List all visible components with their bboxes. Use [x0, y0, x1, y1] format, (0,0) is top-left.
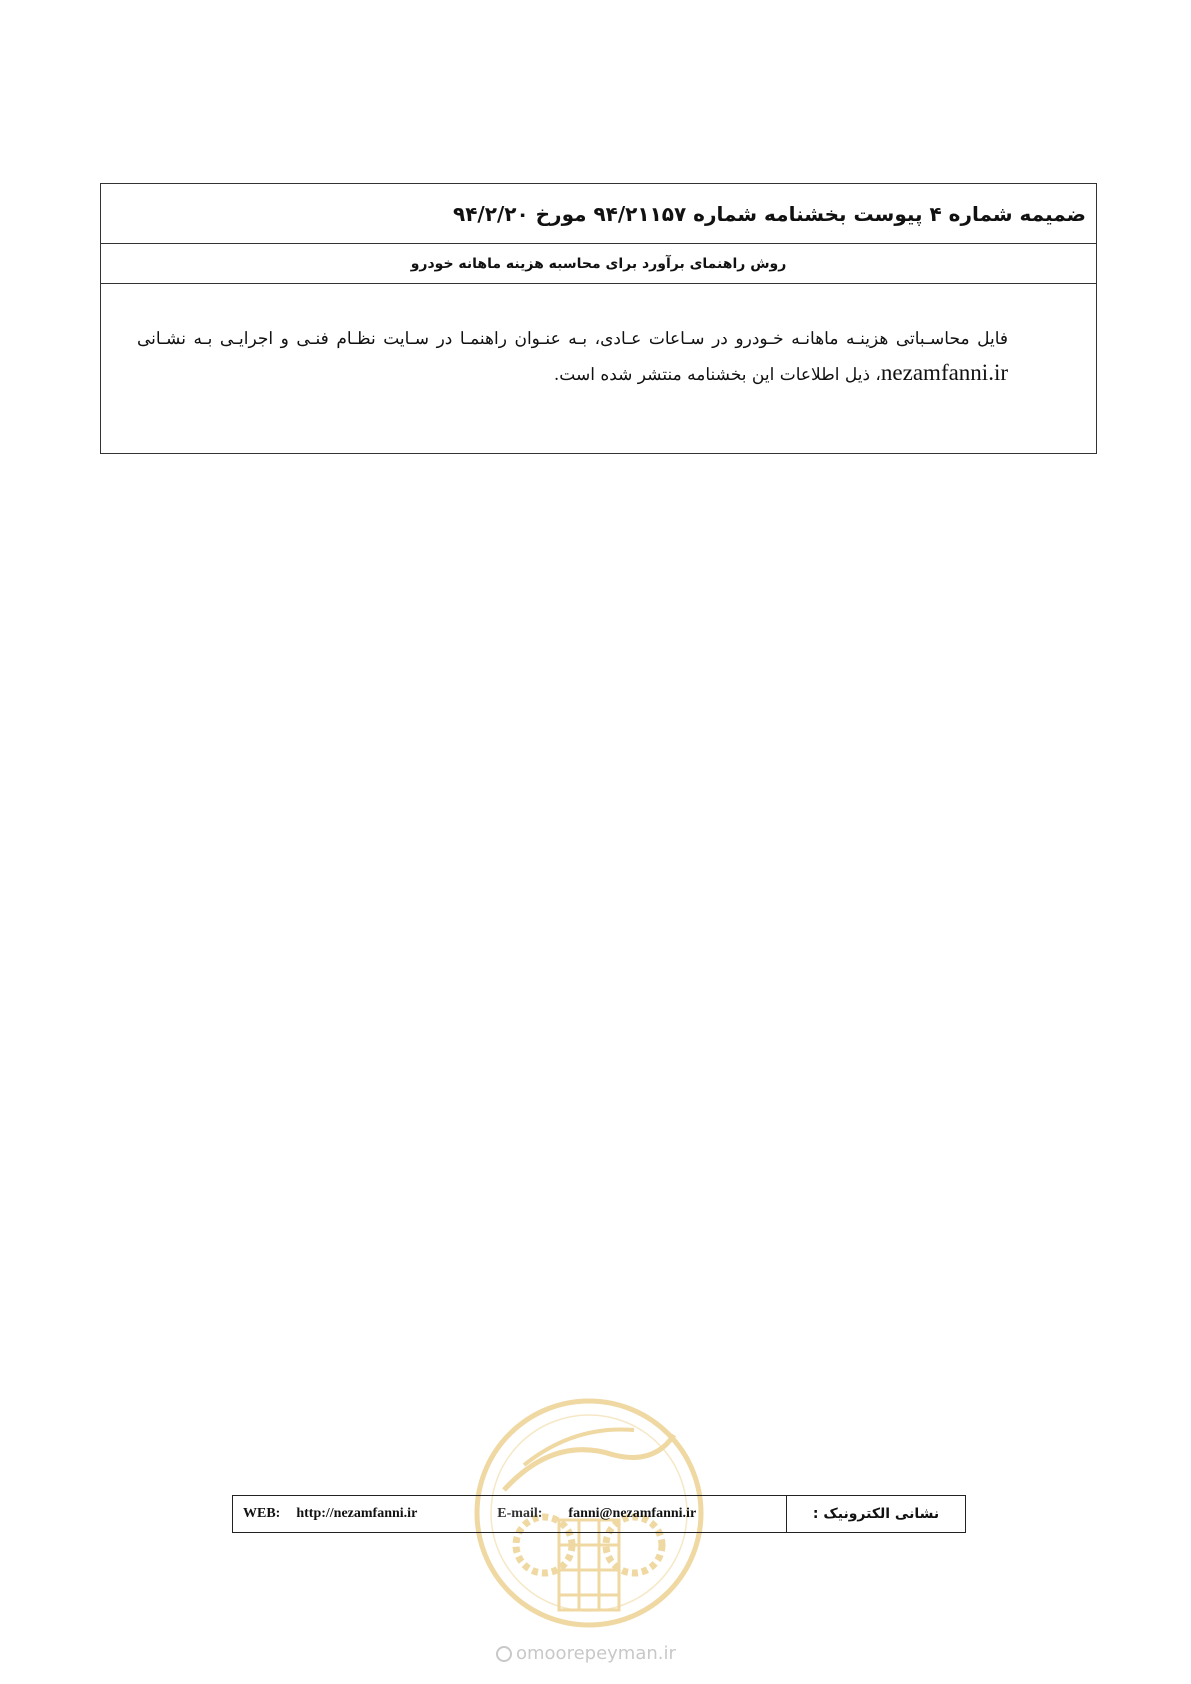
footer-label: نشانی الکترونیک : [812, 1506, 940, 1522]
web-label: WEB: [243, 1506, 281, 1521]
email-label: E-mail: [497, 1506, 543, 1521]
document-box [100, 183, 1097, 454]
document-subtitle: روش راهنمای برآورد برای محاسبه هزینه ماهانه خودرو [101, 244, 1096, 284]
watermark-caption [496, 1643, 676, 1664]
body-site-link: nezamfanni.ir [880, 360, 1008, 385]
footer-contacts [233, 1496, 787, 1532]
body-text-part-1: فایل محاسـباتی هزینـه ماهانـه خـودرو در سـاعات عـادی، بـه عنـوان راهنمـا در سـایت نظـام فنـی و اجرایـی بـه نشـانی [137, 329, 1008, 349]
body-text-part-2: ، ذیل اطلاعات این بخشنامه منتشر شده است. [553, 365, 881, 385]
web-value: http://nezamfanni.ir [296, 1506, 418, 1521]
email-value: fanni@nezamfanni.ir [568, 1506, 697, 1521]
document-body [101, 284, 1096, 392]
footer-contact-table [232, 1495, 966, 1533]
document-title: ضمیمه شماره ۴ پیوست بخشنامه شماره ۹۴/۲۱۱۵۷ مورخ ۹۴/۲/۲۰ [101, 184, 1096, 244]
globe-icon [496, 1646, 512, 1662]
watermark-caption-text: omoorepeyman.ir [516, 1643, 676, 1664]
